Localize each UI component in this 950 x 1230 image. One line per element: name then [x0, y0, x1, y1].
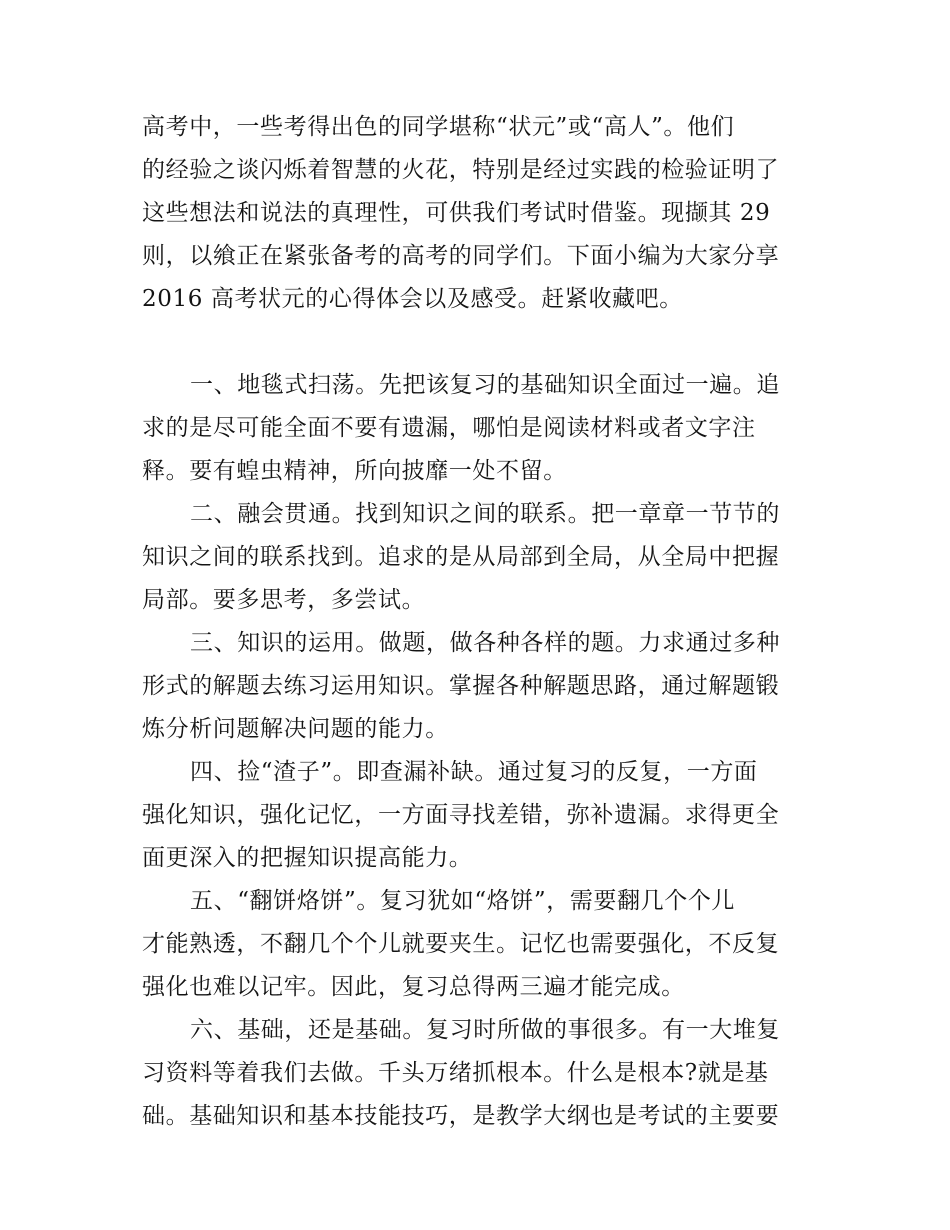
text-line: 六、基础，还是基础。复习时所做的事很多。有一大堆复: [190, 1017, 780, 1043]
text-line: 炼分析问题解决问题的能力。: [142, 716, 449, 742]
text-line: 础。基础知识和基本技能技巧，是教学大纲也是考试的主要要: [142, 1103, 780, 1129]
text-line: 形式的解题去练习运用知识。掌握各种解题思路，通过解题锻: [142, 673, 780, 699]
text-line: 五、“翻饼烙饼”。复习犹如“烙饼”，需要翻几个个儿: [190, 888, 736, 914]
text-line: 才能熟透，不翻几个个儿就要夹生。记忆也需要强化，不反复: [142, 931, 780, 957]
text-line: 高考中，一些考得出色的同学堪称“状元”或“高人”。他们: [142, 114, 735, 140]
text-line: 面更深入的把握知识提高能力。: [142, 845, 473, 871]
text-line: 则，以飨正在紧张备考的高考的同学们。下面小编为大家分享: [142, 243, 780, 269]
text-line: 强化也难以记牢。因此，复习总得两三遍才能完成。: [142, 974, 685, 1000]
text-line: 四、捡“渣子”。即查漏补缺。通过复习的反复，一方面: [190, 759, 758, 785]
text-line: 这些想法和说法的真理性，可供我们考试时借鉴。现撷其 29: [142, 200, 771, 226]
text-line: 三、知识的运用。做题，做各种各样的题。力求通过多种: [190, 630, 780, 656]
text-line: 知识之间的联系找到。追求的是从局部到全局，从全局中把握: [142, 544, 780, 570]
text-line: 习资料等着我们去做。千头万绪抓根本。什么是根本?就是基: [142, 1060, 769, 1086]
text-line: 的经验之谈闪烁着智慧的火花，特别是经过实践的检验证明了: [142, 157, 780, 183]
text-line: 求的是尽可能全面不要有遗漏，哪怕是阅读材料或者文字注: [142, 415, 756, 441]
text-line: 一、地毯式扫荡。先把该复习的基础知识全面过一遍。追: [190, 372, 780, 398]
text-line: 释。要有蝗虫精神，所向披靡一处不留。: [142, 458, 567, 484]
text-line: 2016 高考状元的心得体会以及感受。赶紧收藏吧。: [142, 286, 683, 312]
text-line: 局部。要多思考，多尝试。: [142, 587, 426, 613]
text-line: 强化知识，强化记忆，一方面寻找差错，弥补遗漏。求得更全: [142, 802, 780, 828]
text-line: 二、融会贯通。找到知识之间的联系。把一章章一节节的: [190, 501, 780, 527]
